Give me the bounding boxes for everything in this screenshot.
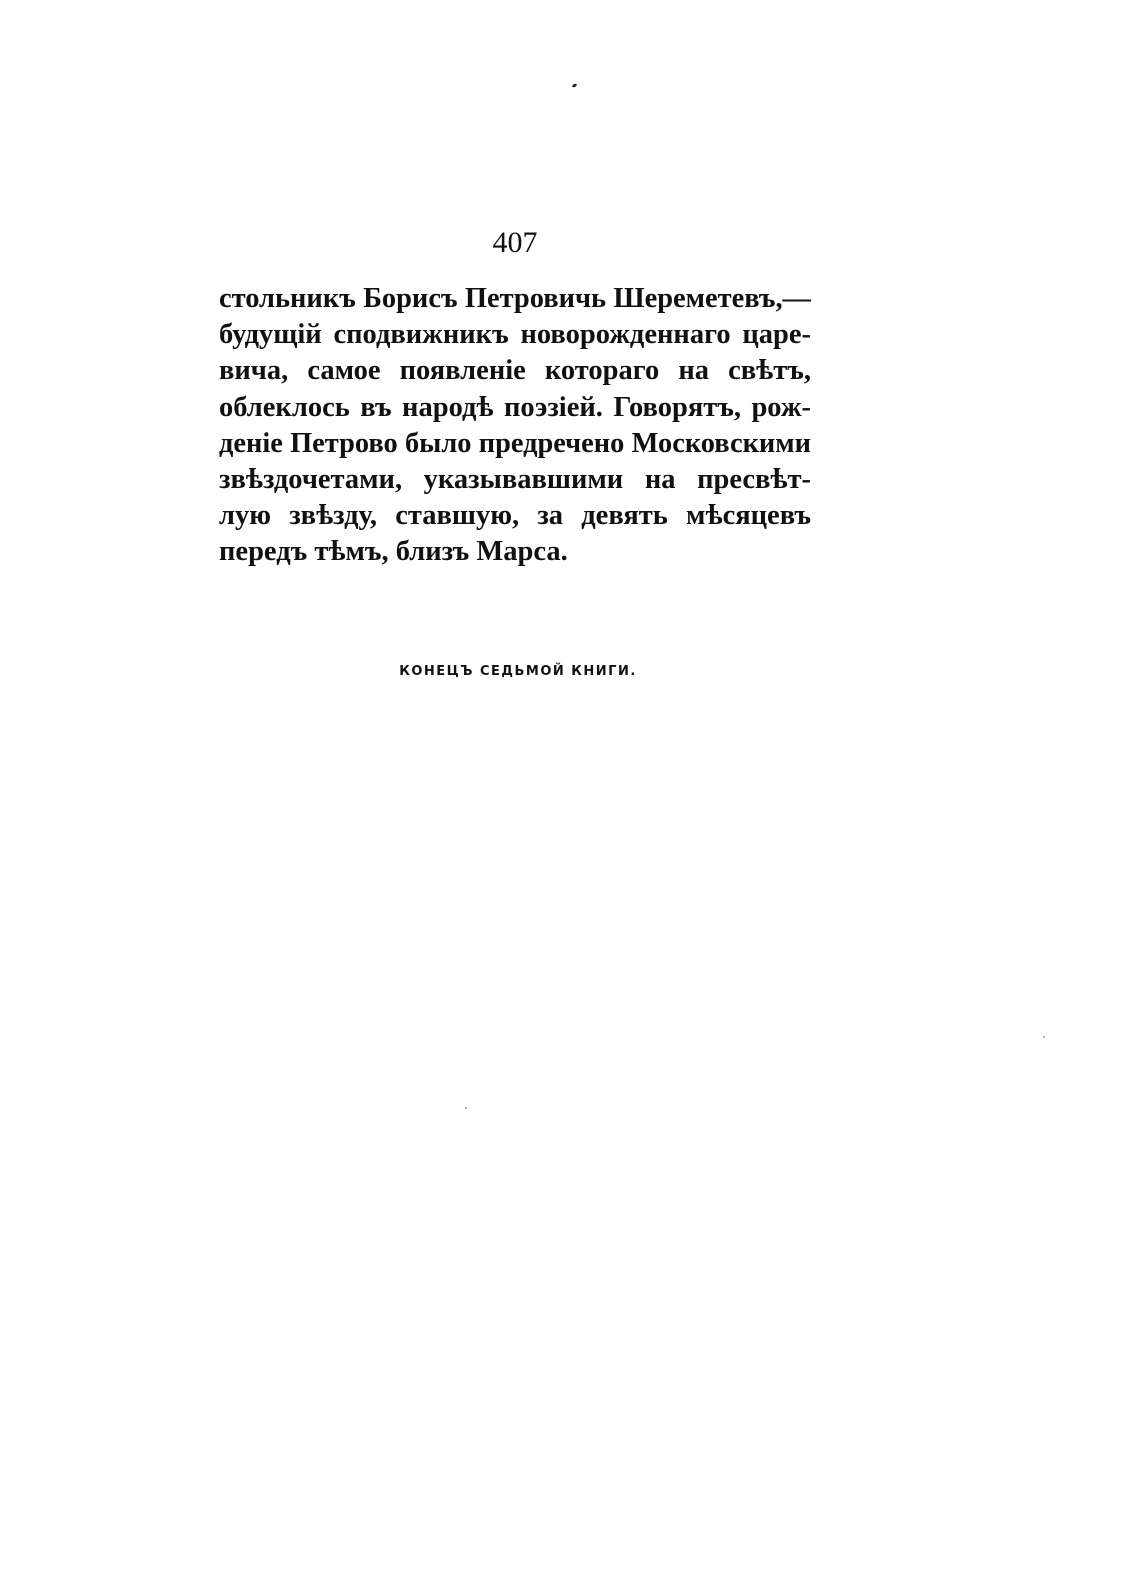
text-line: передъ тѣмъ, близъ Марса.: [219, 536, 568, 568]
text-line: звѣздочетами, указывавшими на пресвѣт-: [219, 463, 811, 495]
ink-speck: [465, 1107, 467, 1109]
text-line: лую звѣзду, ставшую, за девять мѣсяцевъ: [219, 500, 811, 532]
page-number: 407: [492, 226, 538, 259]
end-of-book-note: КОНЕЦЪ СЕДЬМОЙ КНИГИ.: [399, 664, 637, 679]
text-line: будущій сподвижникъ новорожденнаго царе-: [219, 319, 811, 351]
text-line: вича, самое появленіе котораго на свѣтъ,: [219, 355, 811, 387]
text-line: деніе Петрово было предречено Московскими: [219, 427, 811, 459]
ink-speck: [572, 83, 578, 88]
text-line: облеклось въ народѣ поэзіей. Говорятъ, рож-: [219, 391, 811, 423]
ink-speck: [1043, 1036, 1045, 1038]
body-text: [219, 281, 811, 571]
text-line: стольникъ Борисъ Петровичь Шереметевъ,—: [219, 283, 811, 314]
